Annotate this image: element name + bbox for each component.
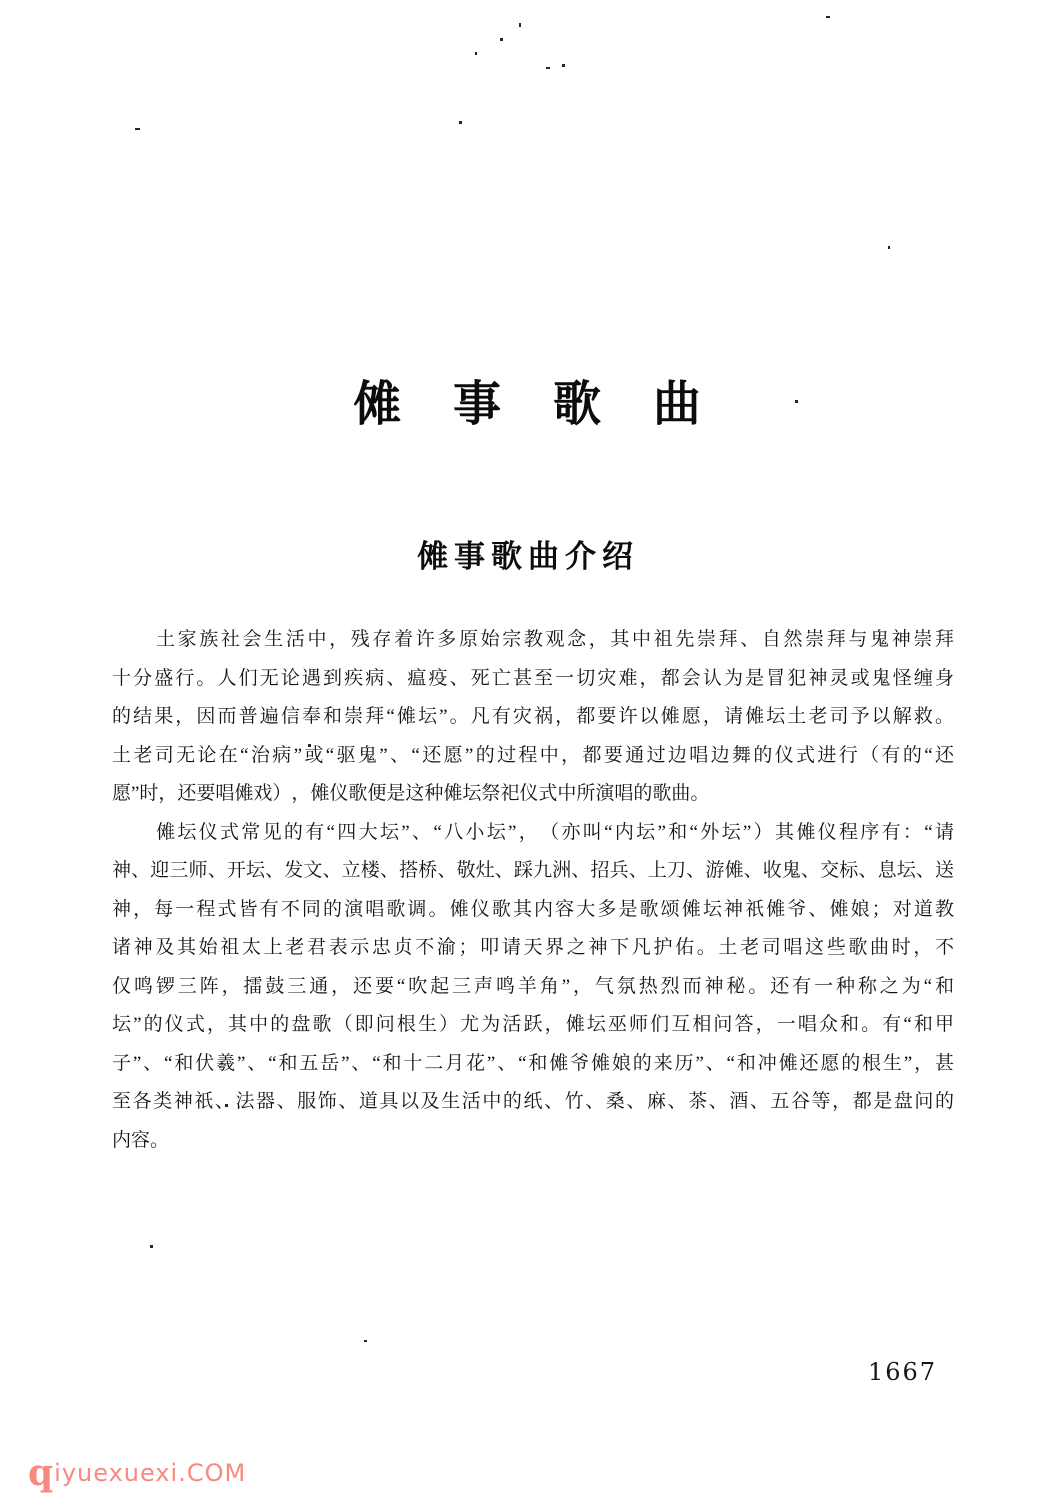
text-line: 子”、“和伏羲”、“和五岳”、“和十二月花”、“和傩爷傩娘的来历”、“和冲傩还愿的根生”，甚 bbox=[112, 1052, 954, 1074]
text-line: 仅鸣锣三阵，擂鼓三通，还要“吹起三声鸣羊角”，气氛热烈而神秘。还有一种称之为“和 bbox=[112, 975, 954, 997]
scan-speckle bbox=[150, 1245, 153, 1248]
scan-speckle bbox=[500, 38, 503, 41]
text-line: 内容。 bbox=[112, 1129, 170, 1151]
text-line: 神，每一程式皆有不同的演唱歌调。傩仪歌其内容大多是歌颂傩坛神祇傩爷、傩娘；对道教 bbox=[112, 898, 954, 920]
text-line: 坛”的仪式，其中的盘歌（即问根生）尤为活跃，傩坛巫师们互相问答，一唱众和。有“和甲 bbox=[112, 1014, 954, 1035]
scan-speckle bbox=[519, 23, 521, 27]
text-line: 土老司无论在“治病”或“驱鬼”、“还愿”的过程中，都要通过边唱边舞的仪式进行（有的“还 bbox=[112, 744, 954, 766]
page-number: 1667 bbox=[868, 1358, 938, 1386]
scan-speckle bbox=[459, 121, 462, 124]
text-line: 愿”时，还要唱傩戏），傩仪歌便是这种傩坛祭祀仪式中所演唱的歌曲。 bbox=[112, 783, 710, 804]
scan-speckle bbox=[135, 128, 140, 130]
text-line: 土家族社会生活中，残存着许多原始宗教观念，其中祖先崇拜、自然崇拜与鬼神崇拜 bbox=[156, 629, 954, 650]
text-line: 神、迎三师、开坛、发文、立楼、搭桥、敬灶、踩九洲、招兵、上刀、游傩、收鬼、交标、息坛、送 bbox=[112, 860, 954, 881]
scan-speckle bbox=[826, 16, 830, 18]
scan-speckle bbox=[475, 52, 477, 55]
scan-speckle bbox=[888, 246, 890, 249]
text-line: 至各类神祇、法器、服饰、道具以及生活中的纸、竹、桑、麻、茶、酒、五谷等，都是盘问的 bbox=[112, 1091, 954, 1112]
text-line: 十分盛行。人们无论遇到疾病、瘟疫、死亡甚至一切灾难，都会认为是冒犯神灵或鬼怪缠身 bbox=[112, 667, 954, 689]
body-text bbox=[112, 621, 954, 1160]
watermark bbox=[28, 1452, 246, 1494]
watermark-text: iyuexuexi.COM bbox=[54, 1459, 247, 1487]
scan-speckle bbox=[546, 67, 550, 69]
page-title: 傩 事 歌 曲 bbox=[352, 378, 703, 431]
watermark-initial: q bbox=[28, 1452, 55, 1494]
text-line: 诸神及其始祖太上老君表示忠贞不渝；叩请天界之神下凡护佑。土老司唱这些歌曲时，不 bbox=[112, 937, 954, 958]
scan-speckle bbox=[364, 1340, 367, 1342]
text-line: 傩坛仪式常见的有“四大坛”、“八小坛”，（亦叫“内坛”和“外坛”）其傩仪程序有：“请 bbox=[156, 821, 954, 843]
text-line: 的结果，因而普遍信奉和崇拜“傩坛”。凡有灾祸，都要许以傩愿，请傩坛土老司予以解救。 bbox=[112, 706, 954, 727]
section-heading: 傩事歌曲介绍 bbox=[417, 539, 639, 574]
scan-speckle bbox=[562, 64, 565, 67]
